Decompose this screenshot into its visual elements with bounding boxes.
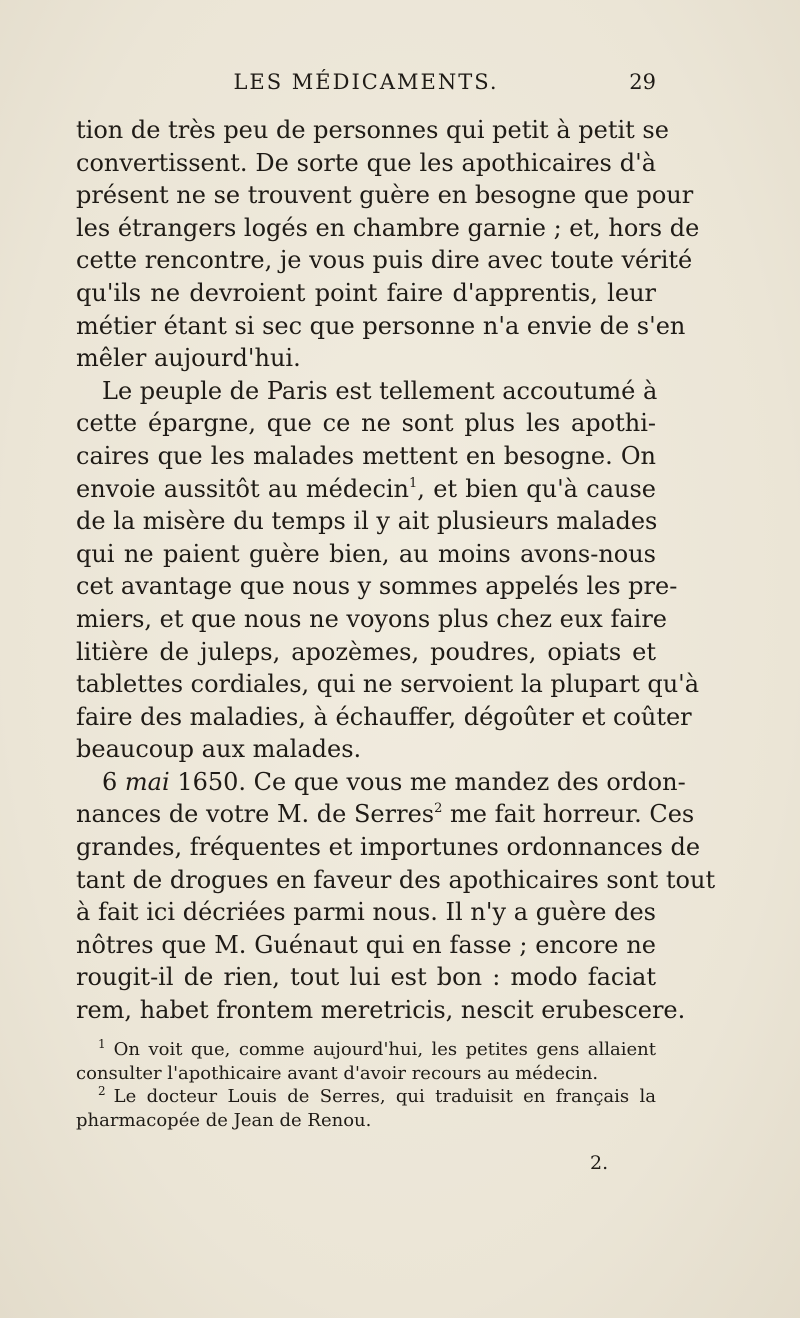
text-segment: nances de votre M. de Serres [76, 800, 435, 829]
text-line: tion de très peu de personnes qui petit à petit se [76, 116, 669, 144]
text-line [76, 766, 686, 799]
footnote-ref-1[interactable]: 1 [409, 475, 418, 491]
signature-mark: 2. [590, 1152, 609, 1174]
text-line: nôtres que M. Guénaut qui en fasse ; encore ne [76, 930, 656, 959]
text-line: litière de juleps, apozèmes, poudres, opiats et [76, 637, 656, 666]
text-line: convertissent. De sorte que les apothicaires d'à [76, 148, 656, 177]
text-line: qui ne paient guère bien, au moins avons-nous [76, 539, 656, 568]
text-line: cette rencontre, je vous puis dire avec toute vérité [76, 246, 693, 275]
text-line: de la misère du temps il y ait plusieurs malades [76, 507, 658, 536]
footnote-mark: 2 [98, 1084, 106, 1098]
text-line: tant de drogues en faveur des apothicaires sont tout [76, 865, 716, 894]
text-line: métier étant si sec que personne n'a envie de s'en [76, 311, 686, 340]
text-line: faire des maladies, à échauffer, dégoûter et coûter [76, 702, 692, 731]
running-title: LES MÉDICAMENTS. [233, 70, 499, 94]
text-segment: me fait horreur. Ces [442, 800, 695, 829]
text-line [76, 798, 695, 831]
text-line: qu'ils ne devroient point faire d'apprentis, leur [76, 278, 656, 307]
text-segment: 1650. Ce que vous me mandez des ordon- [177, 767, 686, 796]
text-line: cet avantage que nous y sommes appelés les pre- [76, 572, 678, 601]
footnote-ref-2[interactable]: 2 [434, 801, 443, 817]
text-line: présent ne se trouvent guère en besogne que pour [76, 181, 694, 210]
text-line: rougit-il de rien, tout lui est bon : modo faciat [76, 963, 656, 992]
text-line: à fait ici décriées parmi nous. Il n'y a guère des [76, 898, 656, 927]
text-segment: envoie aussitôt au médecin [76, 474, 410, 503]
text-line: beaucoup aux malades. [76, 735, 362, 764]
body-text [76, 114, 716, 1027]
footnote-1 [76, 1038, 656, 1062]
text-segment: , et bien qu'à cause [417, 474, 656, 503]
footnote-2-cont: pharmacopée de Jean de Renou. [76, 1109, 372, 1131]
footnotes [76, 1038, 656, 1132]
text-line: Le peuple de Paris est tellement accoutumé à [102, 376, 658, 405]
footnote-text: On voit que, comme aujourd'hui, les petites gens allaient [113, 1039, 656, 1060]
text-line: tablettes cordiales, qui ne servoient la plupart qu'à [76, 670, 700, 699]
date-day: 6 [102, 767, 118, 796]
text-line: cette épargne, que ce ne sont plus les apothi- [76, 409, 656, 438]
footnote-2 [76, 1085, 656, 1109]
text-line: rem, habet frontem meretricis, nescit erubescere. [76, 996, 686, 1025]
text-line: miers, et que nous ne voyons plus chez eux faire [76, 604, 668, 633]
text-line: caires que les malades mettent en besogne. On [76, 441, 656, 470]
text-line: mêler aujourd'hui. [76, 344, 301, 373]
text-line: grandes, fréquentes et importunes ordonnances de [76, 833, 701, 862]
date-month: mai [124, 767, 170, 796]
text-line [76, 473, 656, 506]
text-line: les étrangers logés en chambre garnie ; et, hors de [76, 213, 700, 242]
footnote-text: Le docteur Louis de Serres, qui traduisit en français la [113, 1086, 656, 1107]
footnote-mark: 1 [98, 1037, 106, 1051]
running-head [76, 70, 656, 100]
footnote-1-cont: consulter l'apothicaire avant d'avoir recours au médecin. [76, 1062, 599, 1084]
page-number: 29 [629, 70, 656, 94]
